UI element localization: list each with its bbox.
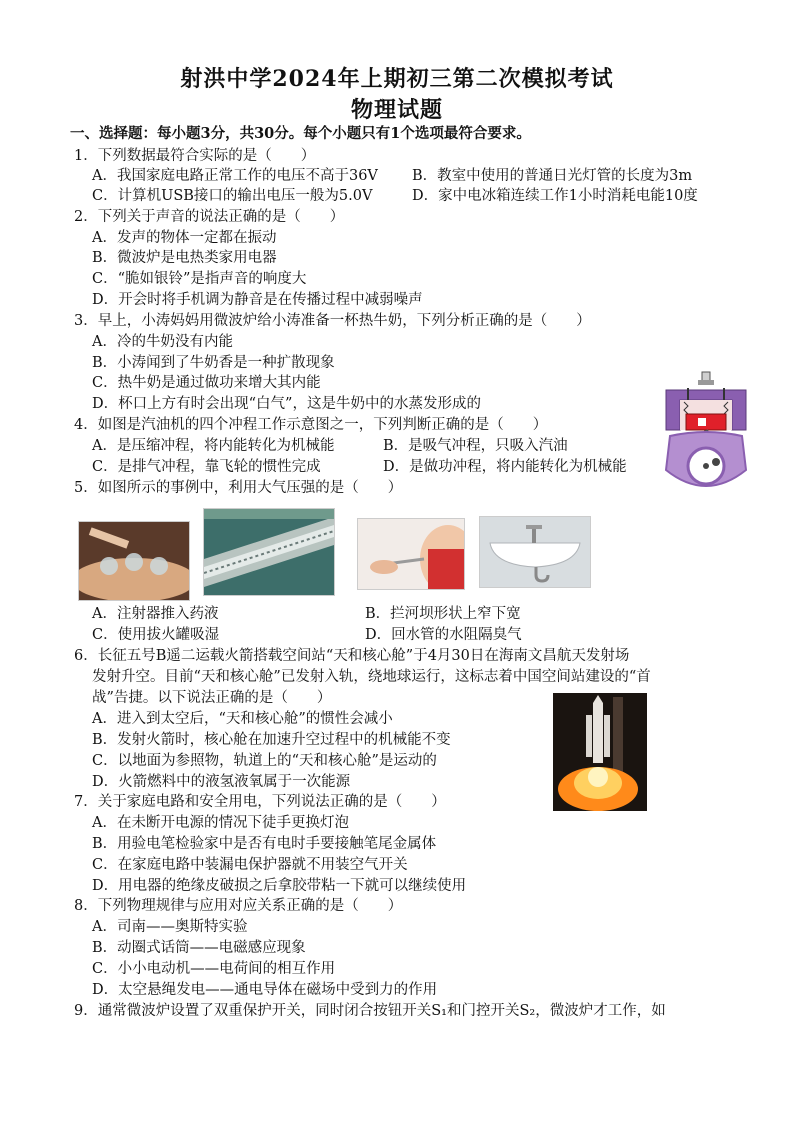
- q2-stem: 2．下列关于声音的说法正确的是（ ）: [74, 209, 345, 225]
- engine-diagram: [658, 370, 754, 496]
- q6-option-d: D．火箭燃料中的液氢液氧属于一次能源: [92, 774, 351, 790]
- q8-option-c: C．小小电动机——电荷间的相互作用: [92, 961, 336, 977]
- dam-photo: [203, 508, 335, 596]
- cupping-photo: [78, 521, 190, 601]
- q6-stem-line1: 6．长征五号B遥二运载火箭搭载空间站“天和核心舱”于4月30日在海南文昌航天发射场: [74, 648, 630, 664]
- q8-option-a: A．司南——奥斯特实验: [92, 919, 248, 935]
- q1-option-a: A．我国家庭电路正常工作的电压不高于36V: [92, 168, 378, 184]
- sink-photo: [479, 516, 591, 588]
- exam-title: 射洪中学2024年上期初三第二次模拟考试: [180, 66, 614, 92]
- q7-option-c: C．在家庭电路中装漏电保护器就不用装空气开关: [92, 857, 408, 873]
- q7-stem: 7．关于家庭电路和安全用电，下列说法正确的是（ ）: [74, 794, 446, 810]
- rocket-launch-photo: [553, 693, 647, 811]
- q1-stem: 1．下列数据最符合实际的是（ ）: [74, 148, 316, 164]
- q6-option-a: A．进入到太空后，“天和核心舱”的惯性会减小: [92, 711, 393, 727]
- q2-option-d: D．开会时将手机调为静音是在传播过程中减弱噪声: [92, 292, 423, 308]
- q2-option-c: C．“脆如银铃”是指声音的响度大: [92, 271, 307, 287]
- q5-option-a: A．注射器推入药液: [92, 606, 219, 622]
- q4-stem: 4．如图是汽油机的四个冲程工作示意图之一，下列判断正确的是（ ）: [74, 417, 548, 433]
- section-heading: 一、选择题：每小题3分，共30分。每个小题只有1个选项最符合要求。: [70, 125, 531, 142]
- q8-option-b: B．动圈式话筒——电磁感应现象: [92, 940, 306, 956]
- q1-option-c: C．计算机USB接口的输出电压一般为5.0V: [92, 188, 373, 204]
- q1-option-b: B．教室中使用的普通日光灯管的长度为3m: [412, 168, 693, 184]
- q3-stem: 3．早上，小涛妈妈用微波炉给小涛准备一杯热牛奶，下列分析正确的是（ ）: [74, 313, 591, 329]
- q7-option-b: B．用验电笔检验家中是否有电时手要接触笔尾金属体: [92, 836, 437, 852]
- q5-option-d: D．回水管的水阻隔臭气: [365, 627, 522, 643]
- q6-stem-line2: 发射升空。目前“天和核心舱”已发射入轨，绕地球运行，这标志着中国空间站建设的“首: [92, 669, 651, 685]
- q4-option-a: A．是压缩冲程，将内能转化为机械能: [92, 438, 335, 454]
- q2-option-b: B．微波炉是电热类家用电器: [92, 250, 277, 266]
- q4-option-b: B．是吸气冲程，只吸入汽油: [383, 438, 568, 454]
- q5-stem: 5．如图所示的事例中，利用大气压强的是（ ）: [74, 480, 403, 496]
- q1-option-d: D．家中电冰箱连续工作1小时消耗电能10度: [412, 188, 698, 204]
- q5-option-b: B．拦河坝形状上窄下宽: [365, 606, 521, 622]
- q9-stem: 9．通常微波炉设置了双重保护开关，同时闭合按钮开关S₁和门控开关S₂，微波炉才工作，如: [74, 1003, 666, 1019]
- q3-option-c: C．热牛奶是通过做功来增大其内能: [92, 375, 321, 391]
- q7-option-d: D．用电器的绝缘皮破损之后拿胶带粘一下就可以继续使用: [92, 878, 467, 894]
- q6-stem-line3: 战”告捷。以下说法正确的是（ ）: [92, 690, 332, 706]
- q7-option-a: A．在未断开电源的情况下徒手更换灯泡: [92, 815, 349, 831]
- q8-option-d: D．太空悬绳发电——通电导体在磁场中受到力的作用: [92, 982, 438, 998]
- exam-subtitle: 物理试题: [350, 97, 443, 123]
- q5-option-c: C．使用拔火罐吸湿: [92, 627, 220, 643]
- q8-stem: 8．下列物理规律与应用对应关系正确的是（ ）: [74, 898, 403, 914]
- q3-option-b: B．小涛闻到了牛奶香是一种扩散现象: [92, 355, 335, 371]
- q2-option-a: A．发声的物体一定都在振动: [92, 230, 277, 246]
- q6-option-c: C．以地面为参照物，轨道上的“天和核心舱”是运动的: [92, 753, 437, 769]
- q6-option-b: B．发射火箭时，核心舱在加速升空过程中的机械能不变: [92, 732, 451, 748]
- q4-option-d: D．是做功冲程，将内能转化为机械能: [383, 459, 627, 475]
- injection-photo: [357, 518, 465, 590]
- q4-option-c: C．是排气冲程，靠飞轮的惯性完成: [92, 459, 321, 475]
- q3-option-d: D．杯口上方有时会出现“白气”，这是牛奶中的水蒸发形成的: [92, 396, 481, 412]
- q3-option-a: A．冷的牛奶没有内能: [92, 334, 233, 350]
